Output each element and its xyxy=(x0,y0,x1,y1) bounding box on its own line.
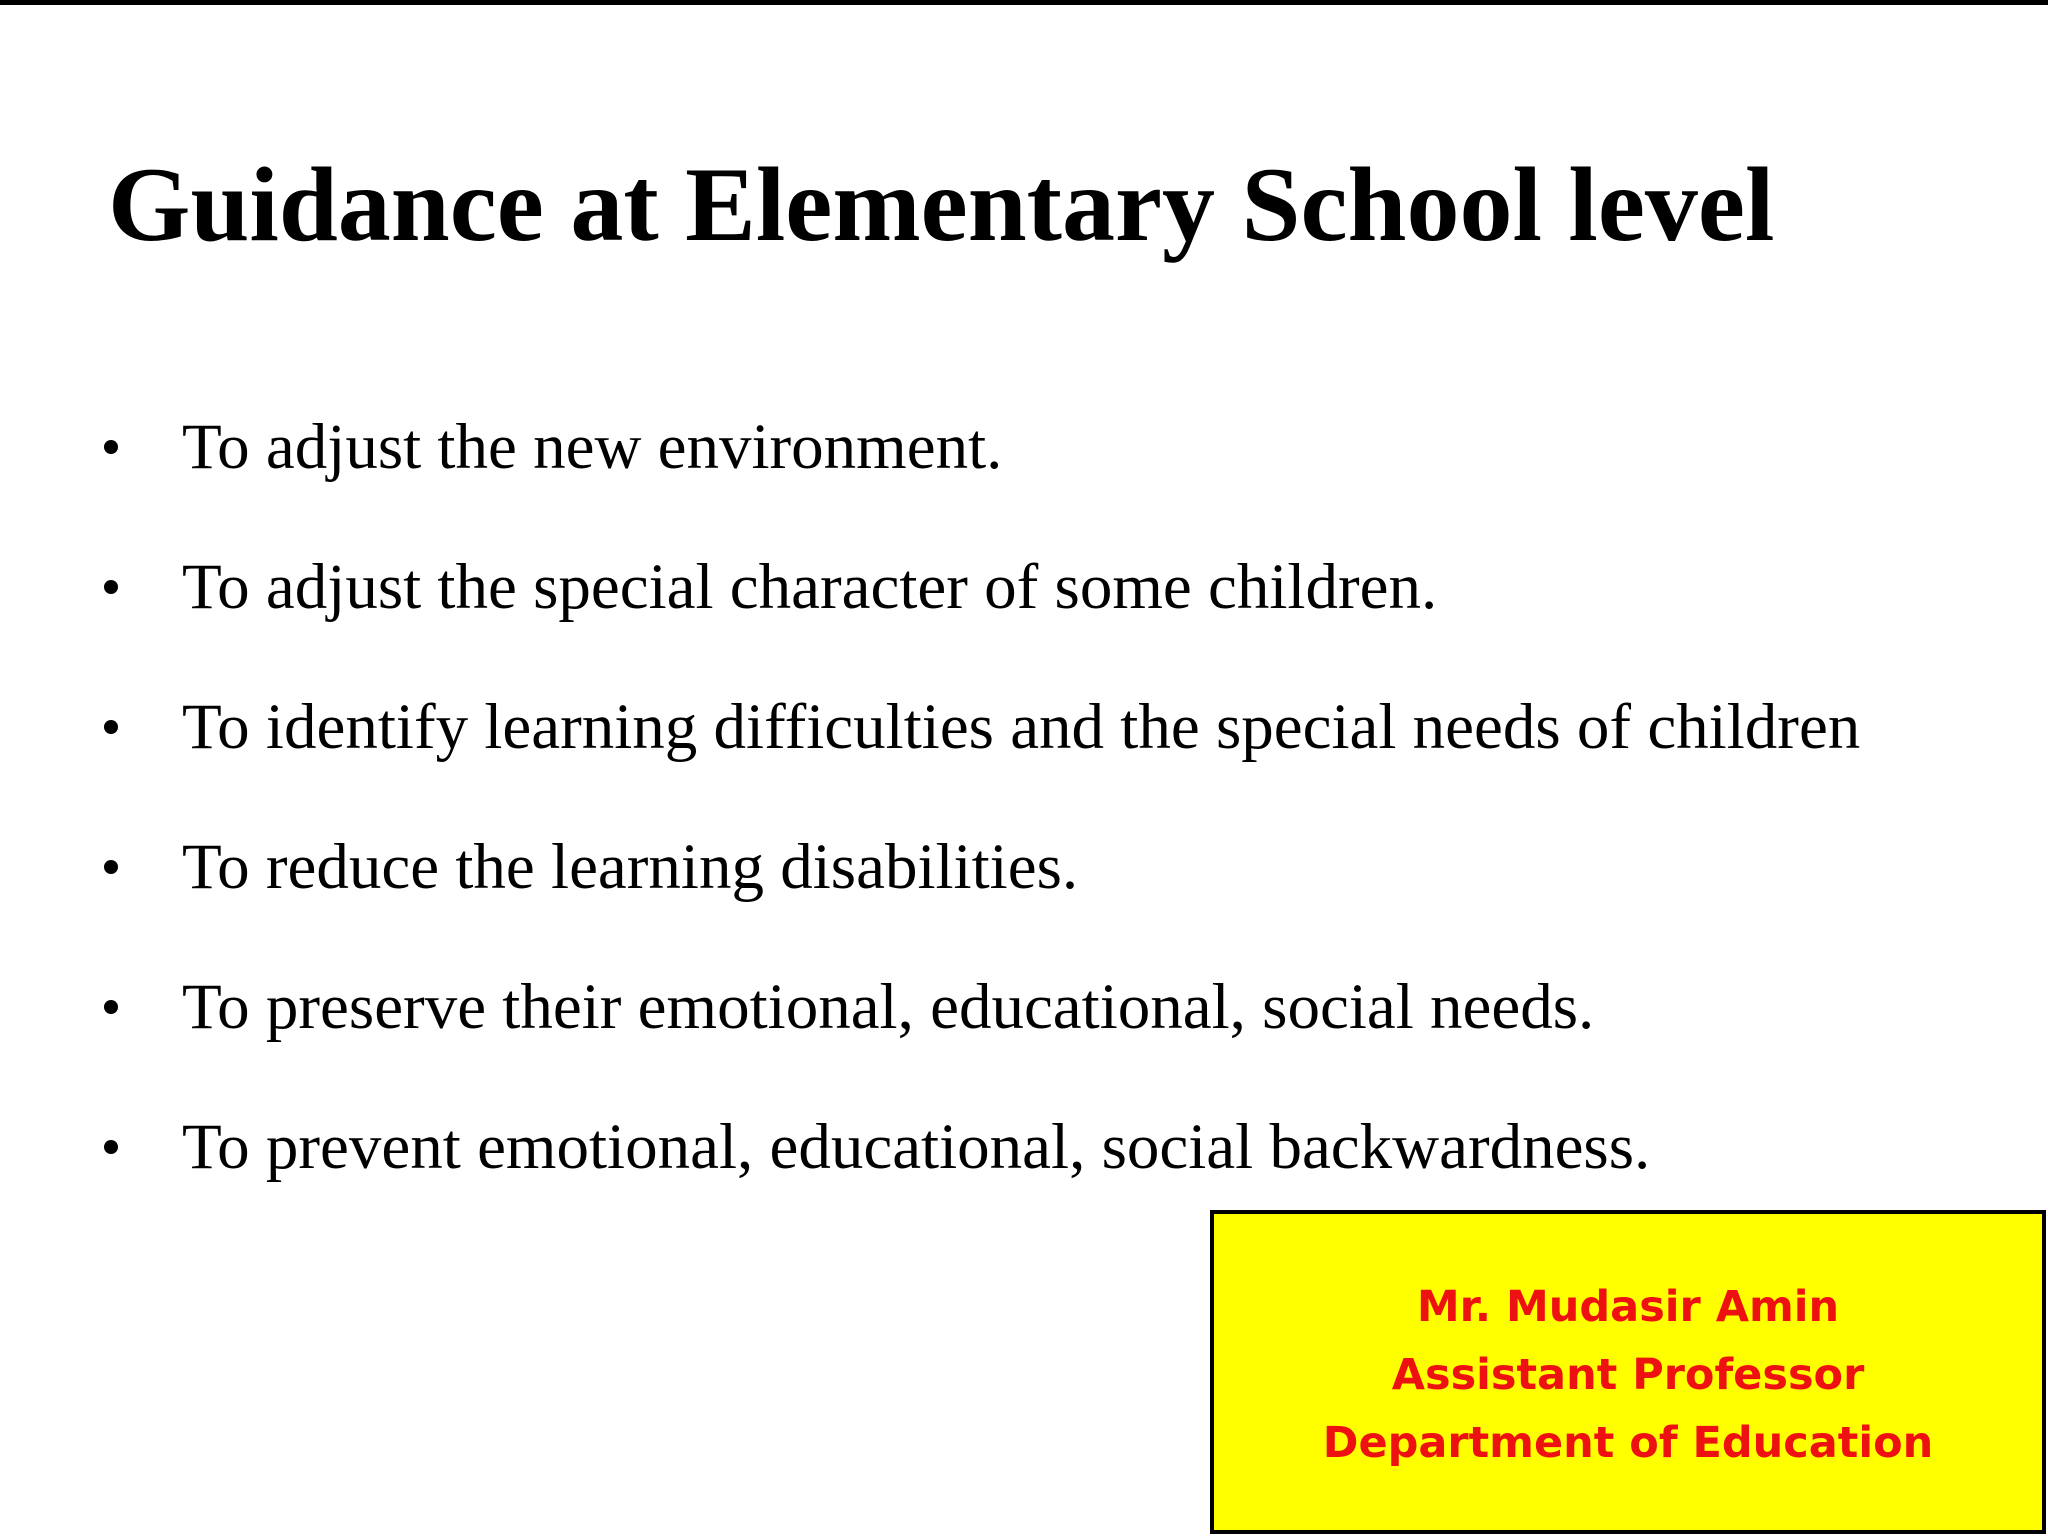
presenter-credit-box xyxy=(1210,1210,2046,1534)
bullet-item xyxy=(0,1102,2048,1202)
bullet-icon xyxy=(104,580,118,594)
bullet-icon xyxy=(104,1000,118,1014)
bullet-icon xyxy=(104,1140,118,1154)
bullet-item xyxy=(0,542,2048,642)
presenter-role: Assistant Professor xyxy=(1391,1350,1865,1400)
bullet-item xyxy=(0,822,2048,922)
bullet-text: To adjust the special character of some children. xyxy=(182,551,1438,623)
bullet-item xyxy=(0,402,2048,502)
bullet-text: To reduce the learning disabilities. xyxy=(182,831,1079,903)
bullet-item xyxy=(0,682,2048,782)
bullet-icon xyxy=(104,720,118,734)
bullet-icon xyxy=(104,860,118,874)
bullet-item xyxy=(0,962,2048,1062)
bullet-text: To prevent emotional, educational, social backwardness. xyxy=(182,1111,1651,1183)
presenter-department: Department of Education xyxy=(1322,1418,1934,1468)
top-border-rule xyxy=(0,0,2048,5)
bullet-icon xyxy=(104,440,118,454)
bullet-text: To adjust the new environment. xyxy=(182,411,1003,483)
slide-title: Guidance at Elementary School level xyxy=(108,146,1775,263)
presenter-name: Mr. Mudasir Amin xyxy=(1416,1282,1840,1332)
bullet-text: To identify learning difficulties and the special needs of children xyxy=(182,691,1861,763)
bullet-text: To preserve their emotional, educational, social needs. xyxy=(182,971,1595,1043)
